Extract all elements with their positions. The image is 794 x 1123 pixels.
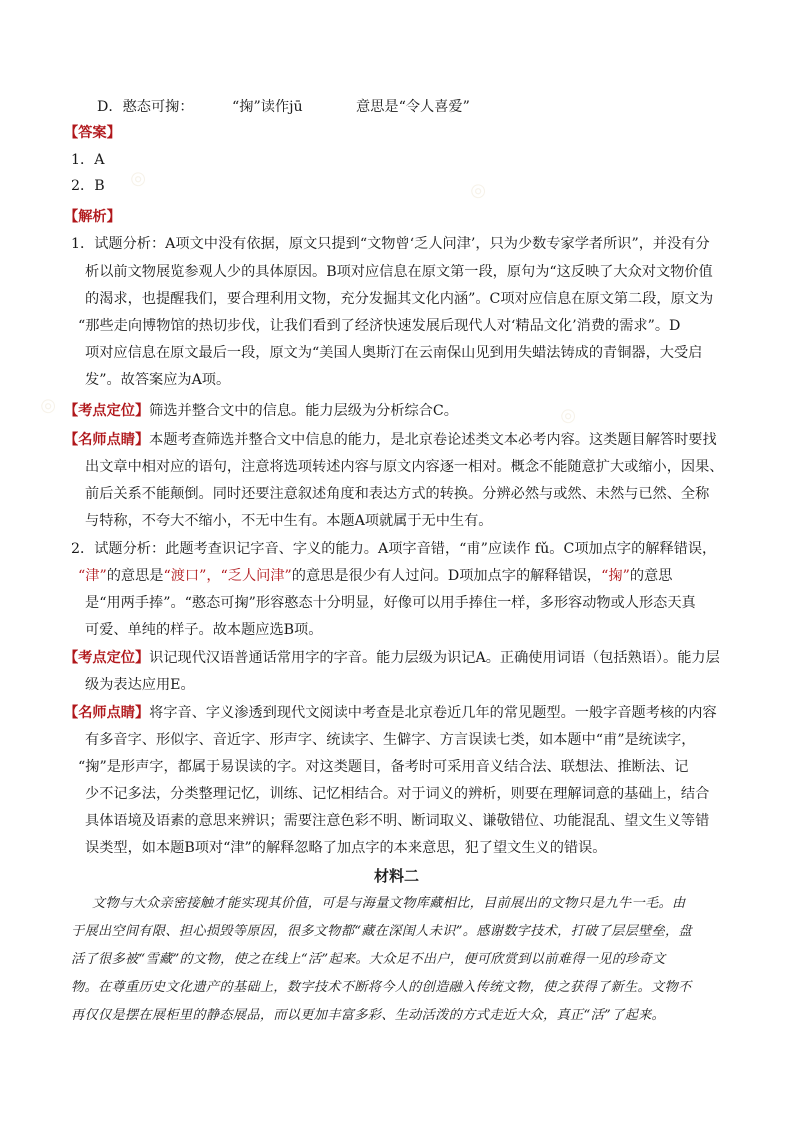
analysis-header: 【解析】 [64,209,121,225]
q2-keyword-jin: “津” [78,568,107,584]
q2-mingshi-line-6: 误类型，如本题B项对“津”的解释忽略了加点字的本来意思，犯了望文生义的错误。 [85,840,607,856]
material-2-line-4: 物。在尊重历史文化遗产的基础上，数字技术不断将今人的创造融入传统文物，使之获得了新生。文物不 [71,980,692,995]
option-d-reading: “掬”读作jū [232,99,303,115]
q1-analysis-line-6: 发”。故答案应为A项。 [85,372,231,388]
q1-kaodian-line [64,401,458,421]
q2-kaodian-line-2: 级为表达应用E。 [85,677,195,693]
option-d-meaning: 意思是“令人喜爱” [356,99,470,115]
q2-mingshi-line-3: “掬”是形声字，都属于易误读的字。对这类题目，备考时可采用音义结合法、联想法、推断法、记 [78,759,689,775]
watermark: ◎ [467,178,489,203]
q2-mingshi-line-5: 具体语境及语素的意思来辨识；需要注意色彩不明、断词取义、谦敬错位、功能混乱、望文生义等错 [85,813,710,829]
q2-keyword-ju: “掬” [601,568,630,584]
q2-mingshi-text-1: 将字音、字义渗透到现代文阅读中考查是北京卷近几年的常见题型。一般字音题考核的内容 [149,705,717,721]
q2-analysis-line-3: 是“用两手捧”。“憨态可掬”形容憨态十分明显，好像可以用手捧住一样，多形容动物或人形态天真 [85,595,696,611]
q2-line2-text-b: 的意思是很少有人过问。D项加点字的解释错误， [291,568,602,584]
option-d-label: D．憨态可掬： [97,99,194,115]
watermark: ◎ [557,403,579,428]
q2-mingshi-line-1 [64,703,717,723]
material-2-line-2: 于展出空间有限、担心损毁等原因，很多文物都“藏在深闺人未识”。感谢数字技术，打破了层层壁垒，盘 [71,924,693,939]
q2-analysis-line-1: 2．试题分析：此题考查识记字音、字义的能力。A项字音错，“甫”应读作 fǔ。C项加点字的解释错误， [71,541,717,557]
q2-line2-text-c: 的意思 [629,568,673,584]
q2-kaodian-text-1: 识记现代汉语普通话常用字的字音。能力层级为识记A。正确使用词语（包括熟语）。能力层 [149,650,720,666]
q1-mingshi-line-2: 出文章中相对应的语句，注意将选项转述内容与原文内容逐一相对。概念不能随意扩大或缩小，因果、 [85,459,724,475]
material-2-line-3: 活了很多被“雪藏”的文物，使之在线上“活”起来。大众足不出户，便可欣赏到以前难得一见的珍奇文 [71,952,666,967]
material-2-line-1: 文物与大众亲密接触才能实现其价值，可是与海量文物库藏相比，目前展出的文物只是九牛一毛。由 [92,896,686,911]
q2-kaodian-line-1 [64,648,720,668]
q1-mingshi-line-1 [64,430,717,450]
q2-keyword-dukou: “渡口”，“乏人问津” [163,568,292,584]
q1-mingshi-line-4: 与特称，不夸大不缩小，不无中生有。本题A项就属于无中生有。 [85,513,493,529]
watermark: ◎ [37,393,59,418]
q1-mingshi-text-1: 本题考查筛选并整合文中信息的能力，是北京卷论述类文本必考内容。这类题目解答时要找 [149,432,717,448]
material-2-line-5: 再仅仅是摆在展柜里的静态展品，而以更加丰富多彩、生动活泼的方式走近大众，真正“活”了起来。 [71,1008,666,1023]
material-2-title: 材料二 [374,867,420,885]
q1-mingshi-line-3: 前后关系不能颠倒。同时还要注意叙述角度和表达方式的转换。分辨必然与或然、未然与已然、全称 [85,486,710,502]
q1-mingshi-tag: 【名师点睛】 [64,432,150,448]
q1-analysis-line-3: 的渴求，也提醒我们，要合理利用文物，充分发掘其文化内涵”。C项对应信息在原文第二段，原文为 [85,291,714,307]
watermark: ◎ [127,166,149,191]
answer-item-1: 1．A [71,152,105,168]
q2-line2-text-a: 的意思是 [106,568,164,584]
q2-mingshi-line-4: 少不记多法，分类整理记忆，训练、记忆相结合。对于词义的辨析，则要在理解词意的基础上，结合 [85,786,710,802]
q2-mingshi-tag: 【名师点睛】 [64,705,150,721]
q2-analysis-line-2 [78,566,672,586]
q2-mingshi-line-2: 有多音字、形似字、音近字、形声字、统读字、生僻字、方言误读七类，如本题中“甫”是统读字， [85,732,696,748]
q1-kaodian-tag: 【考点定位】 [64,403,150,419]
q1-analysis-line-5: 项对应信息在原文最后一段，原文为“美国人奥斯汀在云南保山见到用失蜡法铸成的青铜器，大受启 [85,345,703,361]
answer-item-2: 2．B [71,178,105,194]
q1-analysis-line-2: 析以前文物展览参观人少的具体原因。B项对应信息在原文第一段，原句为“这反映了大众对文物价值 [85,264,713,280]
q1-analysis-line-1: 1．试题分析：A项文中没有依据，原文只提到“文物曾‘乏人问津’，只为少数专家学者所识”，并没有分 [71,236,710,252]
answer-header: 【答案】 [64,125,121,141]
q1-analysis-line-4: “那些走向博物馆的热切步伐，让我们看到了经济快速发展后现代人对‘精品文化’消费的需求”。D [78,318,681,334]
q2-analysis-line-4: 可爱、单纯的样子。故本题应选B项。 [85,622,323,638]
q1-kaodian-text: 筛选并整合文中的信息。能力层级为分析综合C。 [149,403,458,419]
q2-kaodian-tag: 【考点定位】 [64,650,150,666]
